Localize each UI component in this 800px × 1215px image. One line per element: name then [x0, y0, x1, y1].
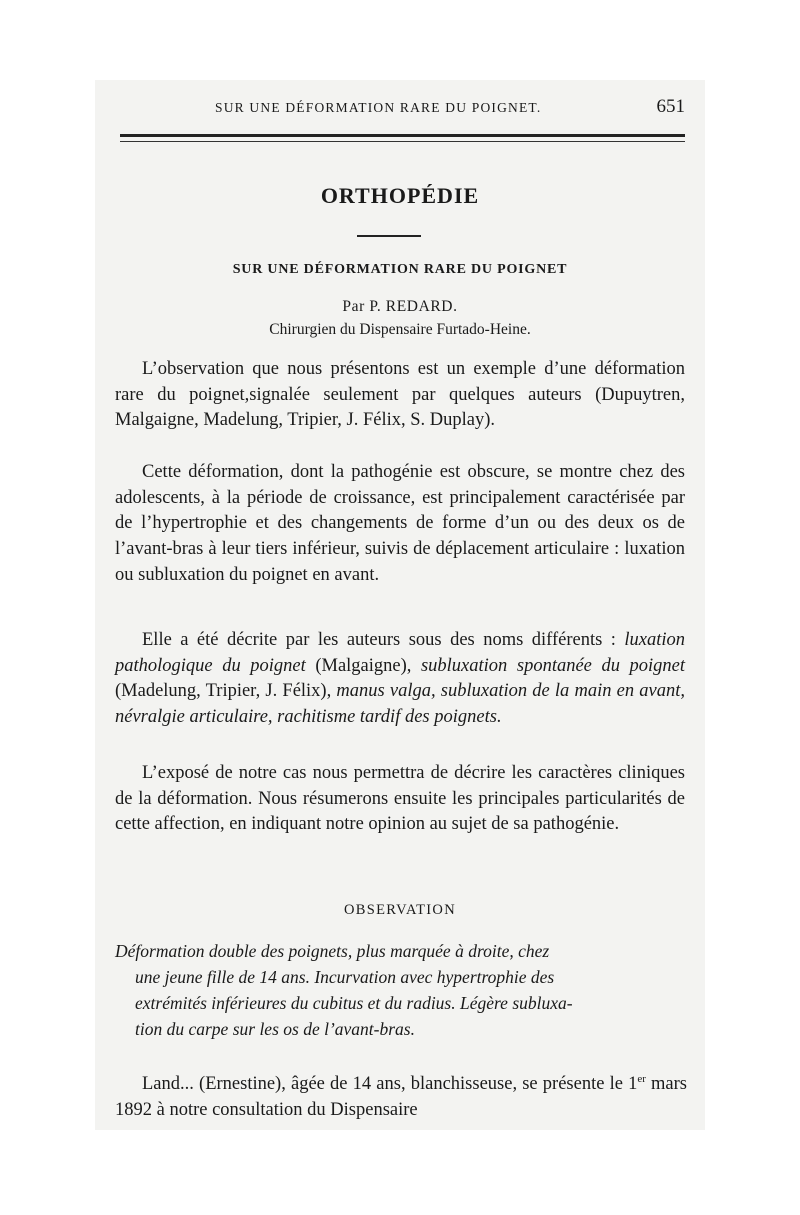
p3-term-3: manus valga, subluxation de la main en avant, névralgie articulaire, rachitisme tardif des poignets. [115, 681, 685, 728]
p5-superscript: er [637, 1073, 646, 1085]
running-title: SUR UNE DÉFORMATION RARE DU POIGNET. [215, 100, 542, 115]
section-divider [357, 235, 421, 237]
abstract-line: Déformation double des poignets, plus marquée à droite, chez [115, 941, 550, 961]
paragraph-2: Cette déformation, dont la pathogénie est obscure, se montre chez des adolescents, à la période de croissance, est principalement caractérisée par de l’hypertrophie et des changements de forme d’un ou des deux os de l’avant-bras à leur tiers inférieur, suivis de déplacement articulaire : luxation ou subluxation du poignet en avant. [115, 462, 685, 585]
paragraph-1: L’observation que nous présentons est un exemple d’une déformation rare du poignet,signalée seulement par quelques auteurs (Dupuytren, Malgaigne, Madelung, Tripier, J. Félix, S. Duplay). [115, 359, 685, 431]
observation-heading: OBSERVATION [344, 902, 456, 918]
p3-term-1: luxation pathologique du poignet [115, 630, 685, 676]
header-rule-thick [120, 134, 685, 137]
p5-lead: Land... (Ernestine), âgée de 14 ans, blanchisseuse, se présente le 1 [142, 1074, 638, 1095]
abstract-line: une jeune fille de 14 ans. Incurvation avec hypertrophie des [135, 967, 555, 987]
paragraph-5 [115, 1067, 687, 1124]
paragraph-4: L’exposé de notre cas nous permettra de décrire les caractères cliniques de la déformation. Nous résumerons ensuite les principales particularités de cette affection, en indiquant notre opinion au sujet de sa pathogénie. [115, 763, 685, 835]
p3-lead: Elle a été décrite par les auteurs sous des noms différents : [142, 630, 625, 650]
page-number: 651 [656, 96, 685, 117]
article-title: SUR UNE DÉFORMATION RARE DU POIGNET [232, 262, 568, 277]
section-title: ORTHOPÉDIE [320, 183, 480, 208]
header-rule-thin [120, 141, 685, 142]
author-affiliation: Chirurgien du Dispensaire Furtado-Heine. [269, 321, 531, 338]
p5-rest: mars 1892 à notre consultation du Dispensaire [115, 1074, 687, 1120]
observation-abstract [115, 938, 685, 1042]
abstract-line: tion du carpe sur les os de l’avant-bras. [135, 1019, 415, 1039]
p3-attrib-1: (Malgaigne), [305, 655, 421, 676]
running-header [120, 96, 685, 122]
abstract-line: extrémités inférieures du cubitus et du radius. Légère subluxa- [135, 993, 573, 1013]
p3-attrib-2: (Madelung, Tripier, J. Félix), [115, 681, 337, 702]
paragraph-3 [115, 628, 685, 731]
p3-term-2: subluxation spontanée du poignet [420, 655, 686, 676]
author-line: Par P. REDARD. [342, 298, 458, 315]
